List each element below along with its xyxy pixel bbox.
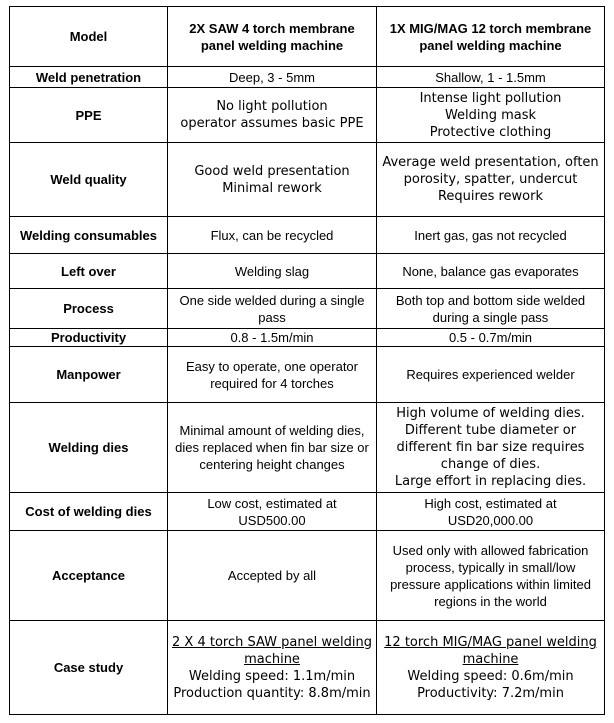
row-label: Cost of welding dies	[10, 493, 168, 531]
row-col1-cell	[168, 289, 377, 329]
row-label: Productivity	[10, 329, 168, 347]
row-col2-cell	[377, 493, 605, 531]
table-row	[10, 493, 605, 531]
row-col1-cell	[168, 67, 377, 88]
table-row	[10, 621, 605, 715]
cell-line: Minimal rework	[222, 180, 322, 196]
cell-line: Minimal amount of welding dies, dies replaced when fin bar size or centering height changes	[175, 423, 369, 472]
row-col2-cell	[377, 143, 605, 217]
header-row	[10, 7, 605, 67]
cell-line: Protective clothing	[429, 124, 552, 140]
row-col1-cell	[168, 531, 377, 621]
cell-line: Flux, can be recycled	[210, 227, 334, 243]
cell-line: Requires experienced welder	[406, 367, 575, 382]
row-col1-cell	[168, 347, 377, 403]
row-label: Manpower	[10, 347, 168, 403]
row-col2-cell	[377, 88, 605, 143]
row-col2-cell	[377, 329, 605, 347]
comparison-table	[9, 6, 605, 715]
row-col2-cell	[377, 621, 605, 715]
row-col1-cell	[168, 143, 377, 217]
row-col1-cell	[168, 621, 377, 715]
table-row	[10, 88, 605, 143]
cell-line: 0.5 - 0.7m/min	[448, 330, 533, 345]
row-label: Weld quality	[10, 143, 168, 217]
cell-line: Welding slag	[234, 263, 310, 279]
cell-line: Productivity: 7.2m/min	[417, 685, 564, 701]
cell-line: Intense light pollution	[419, 90, 562, 106]
row-label: Welding consumables	[10, 217, 168, 254]
row-col2-cell	[377, 289, 605, 329]
row-label: PPE	[10, 88, 168, 143]
cell-line: Requires rework	[437, 189, 544, 204]
cell-line: Shallow, 1 - 1.5mm	[435, 69, 546, 85]
cell-line: High volume of welding dies. Different tube diameter or different fin bar size requires change of dies.	[396, 406, 585, 472]
cell-line: Accepted by all	[227, 568, 317, 583]
cell-line: Large effort in replacing dies.	[394, 474, 587, 489]
cell-line: None, balance gas evaporates	[402, 263, 579, 279]
header-col1: 2X SAW 4 torch membrane panel welding machine	[168, 7, 377, 67]
table-row	[10, 531, 605, 621]
cell-line: Low cost, estimated at USD500.00	[207, 495, 337, 528]
cell-line: One side welded during a single pass	[179, 292, 365, 325]
row-label: Case study	[10, 621, 168, 715]
cell-line: No light pollution	[216, 99, 328, 114]
row-col1-cell	[168, 88, 377, 143]
row-col2-cell	[377, 403, 605, 493]
cell-line: High cost, estimated at USD20,000.00	[424, 495, 557, 528]
case-study-title: 12 torch MIG/MAG panel welding machine	[384, 634, 597, 667]
row-col1-cell	[168, 254, 377, 289]
cell-line: Production quantity: 8.8m/min	[173, 685, 371, 701]
table-row	[10, 67, 605, 88]
table-row	[10, 143, 605, 217]
row-col2-cell	[377, 67, 605, 88]
table-row	[10, 403, 605, 493]
cell-line: operator assumes basic PPE	[180, 116, 364, 131]
row-col2-cell	[377, 347, 605, 403]
case-study-title: 2 X 4 torch SAW panel welding machine	[172, 634, 372, 667]
row-col2-cell	[377, 217, 605, 254]
cell-line: Both top and bottom side welded during a single pass	[395, 292, 586, 325]
row-label: Acceptance	[10, 531, 168, 621]
cell-line: Deep, 3 - 5mm	[229, 69, 315, 85]
cell-line: 0.8 - 1.5m/min	[230, 330, 314, 345]
row-col1-cell	[168, 493, 377, 531]
row-col2-cell	[377, 531, 605, 621]
cell-line: Good weld presentation	[194, 163, 350, 179]
row-col1-cell	[168, 403, 377, 493]
row-label: Left over	[10, 254, 168, 289]
row-label: Weld penetration	[10, 67, 168, 88]
cell-line: Welding mask	[444, 107, 537, 123]
cell-line: Welding speed: 1.1m/min	[188, 668, 356, 684]
table-row	[10, 347, 605, 403]
cell-line: Inert gas, gas not recycled	[414, 227, 567, 243]
table-row	[10, 217, 605, 254]
row-label: Welding dies	[10, 403, 168, 493]
row-label: Process	[10, 289, 168, 329]
cell-line: Average weld presentation, often porosity, spatter, undercut	[382, 155, 599, 187]
cell-line: Used only with allowed fabrication process, typically in small/low pressure applications within limited regions in the world	[390, 542, 591, 609]
table-row	[10, 329, 605, 347]
cell-line: Welding speed: 0.6m/min	[407, 668, 574, 684]
header-label: Model	[10, 7, 168, 67]
row-col1-cell	[168, 217, 377, 254]
cell-line: Easy to operate, one operator required for 4 torches	[185, 358, 358, 391]
header-col2: 1X MIG/MAG 12 torch membrane panel welding machine	[377, 7, 605, 67]
row-col2-cell	[377, 254, 605, 289]
table-row	[10, 254, 605, 289]
table-row	[10, 289, 605, 329]
row-col1-cell	[168, 329, 377, 347]
